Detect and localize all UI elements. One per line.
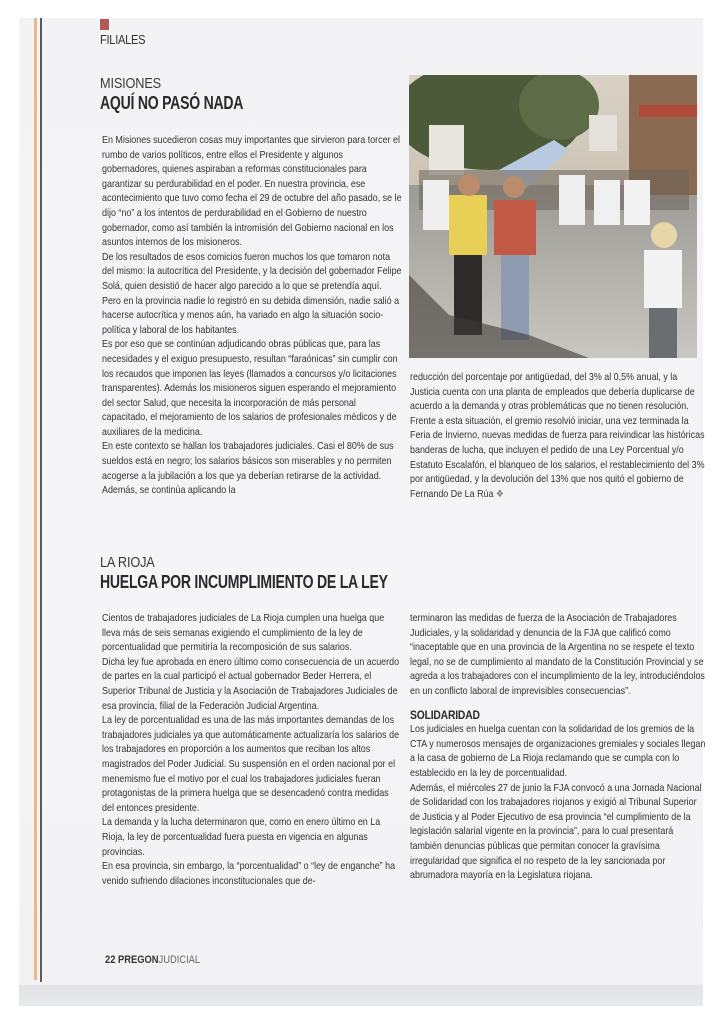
- person-red-shirt: [494, 200, 536, 255]
- paragraph: La demanda y la lucha determinaron que, como en enero último en La Rioja, la ley de porcentualidad fuera puesta en vigencia en algunas provincias.: [102, 817, 381, 858]
- paragraph-text: Frente a esta situación, el gremio resolvió iniciar, una vez terminada la Feria de Invierno, nuevas medidas de fuerza para reivindicar las históricas banderas de lucha, que incluyen el pedido de una Ley Porcentual y/o Estatuto Escalafón, el blanqueo de los salarios, el restablecimiento del 3% por antigüedad, y la devolución del 13% que nos quitó el gobierno de Fernando De La Rúa: [410, 415, 705, 500]
- subhead-solidaridad: SOLIDARIDAD: [410, 707, 480, 722]
- paragraph-with-endmark: [410, 415, 706, 503]
- binding-line: [40, 18, 42, 982]
- person-white-shirt: [644, 250, 682, 308]
- page-number: 22: [105, 954, 116, 966]
- article1-left-column: [102, 134, 402, 499]
- paragraph: En Misiones sucedieron cosas muy importantes que sirvieron para torcer el rumbo de varios políticos, entre ellos el Presidente y algunos gobernadores, quienes aspiraban a reformas constitucionales para garantizar su perdurabilidad en el poder. En nuestra provincia, ese acontecimiento que tuvo como fecha el 29 de octubre del año pasado, se le dijo “no” a los intentos de perdurabilidad en el Gobierno de nuestro gobernador, como así también la intromisión del Gobierno nacional en los asuntos internos de los misioneros.: [102, 135, 402, 249]
- photo-illustration: [409, 75, 697, 358]
- article2-kicker: LA RIOJA: [100, 554, 155, 571]
- article2-headline: HUELGA POR INCUMPLIMIENTO DE LA LEY: [100, 572, 388, 592]
- article1-headline: AQUÍ NO PASÓ NADA: [100, 93, 244, 113]
- binding-edge: [34, 18, 37, 980]
- article1-right-column: [410, 371, 706, 502]
- paragraph: En este contexto se hallan los trabajadores judiciales. Casi el 80% de sus sueldos está en negro; los salarios básicos son miserables y no permiten acogerse a la jubilación a los que ya deberían retirarse de la actividad. Además, se continúa aplicando la: [102, 441, 394, 497]
- section-marker: [100, 19, 109, 30]
- end-mark-icon: ❖: [495, 488, 504, 500]
- paragraph: De los resultados de esos comicios fueron muchos los que tomaron nota del mismo: la autocrítica del Presidente, y la decisión del gobernador Felipe Solá, quien desistió de hacer algo parecido a lo que se pretendía aquí. Pero en la provincia nadie lo registró en su debida dimensión, nadie salió a hacerse autocrítica y menos aún, ha variado en algo la situación socio-política y laboral de los habitantes.: [102, 251, 402, 336]
- article1-kicker: MISIONES: [100, 75, 161, 92]
- paragraph: reducción del porcentaje por antigüedad, del 3% al 0,5% anual, y la Justicia cuenta con una planta de empleados que debería duplicarse de acuerdo a la demanda y otras problemáticas que no tienen resolución.: [410, 372, 695, 413]
- protest-march-photo: [409, 75, 697, 358]
- protest-sign: [589, 115, 617, 151]
- publication-name-bold: PREGON: [118, 954, 159, 966]
- paragraph: Es por eso que se continúan adjudicando obras públicas que, para las necesidades y el exiguo presupuesto, resultan “faraónicas” sin cumplir con los recaudos que imponen las leyes (llamados a concursos y/o licitaciones transparentes). Además los misioneros siguen esperando el mejoramiento del sector Salud, que necesita la incorporación de más personal capacitado, el mejoramiento de los salarios de profesionales médicos y de auxiliares de la medicina.: [102, 339, 398, 438]
- paragraph: Cientos de trabajadores judiciales de La Rioja cumplen una huelga que lleva más de seis semanas exigiendo el cumplimiento de la ley de porcentualidad que permitiría la recomposición de sus salarios.: [102, 613, 385, 654]
- article2-right-column: [410, 612, 706, 884]
- page-shadow: [19, 985, 703, 1006]
- person-yellow-shirt: [449, 195, 487, 255]
- protest-sign: [429, 125, 464, 175]
- paragraph: En esa provincia, sin embargo, la “porcentualidad” o “ley de enganche” ha venido sufriendo dilaciones inconstitucionales que de-: [102, 861, 396, 887]
- paragraph: La ley de porcentualidad es una de las más importantes demandas de los trabajadores judiciales ya que automáticamente actualizaría los salarios de los trabajadores en proporción a los aumentos que reciban los altos magistrados del Poder Judicial. Su suspensión en el orden nacional por el menemismo fue el motivo por el cual los trabajadores judiciales fueran protagonistas de la primera huelga que se desencadenó contra medidas del entonces presidente.: [102, 715, 400, 814]
- paragraph: terminaron las medidas de fuerza de la Asociación de Trabajadores Judiciales, y la solidaridad y denuncia de la FJA que calificó como “inaceptable que en una provincia de la Argentina no se respete el texto legal, no se de cumplimiento al mandato de la Constitución Provincial y se agreda a los trabajadores con el incumplimiento de la ley, introduciéndolos en un conflicto laboral de imprevisibles consecuencias”.: [410, 613, 705, 697]
- page-footer: [105, 954, 200, 966]
- paragraph: Dicha ley fue aprobada en enero último como consecuencia de un acuerdo de partes en la cual participó el actual gobernador Beder Herrera, el Superior Tribunal de Justicia y la Asociación de Trabajadores Judiciales de esa provincia, filial de la Federación Judicial Argentina.: [102, 656, 400, 712]
- paragraph: Los judiciales en huelga cuentan con la solidaridad de los gremios de la CTA y numerosos mensajes de organizaciones gremiales y sociales llegan a la casa de gobierno de La Rioja reclamando que se cumpla con lo establecido en la ley de porcentualidad.: [410, 724, 706, 779]
- section-label: FILIALES: [100, 32, 146, 47]
- paragraph: Además, el miércoles 27 de junio la FJA convocó a una Jornada Nacional de Solidaridad con los trabajadores riojanos y exigió al Tribunal Superior de Justicia y al Poder Ejecutivo de esa provincia “el cumplimiento de la legislación salarial vigente en la provincia”, para lo cual presentará también denuncias públicas que permitan conocer la gravísima irregularidad que significa el no respeto de la ley sancionada por abrumadora mayoría en la Legislatura riojana.: [410, 782, 702, 882]
- article2-left-column: [102, 612, 402, 889]
- publication-name-light: JUDICIAL: [158, 954, 201, 966]
